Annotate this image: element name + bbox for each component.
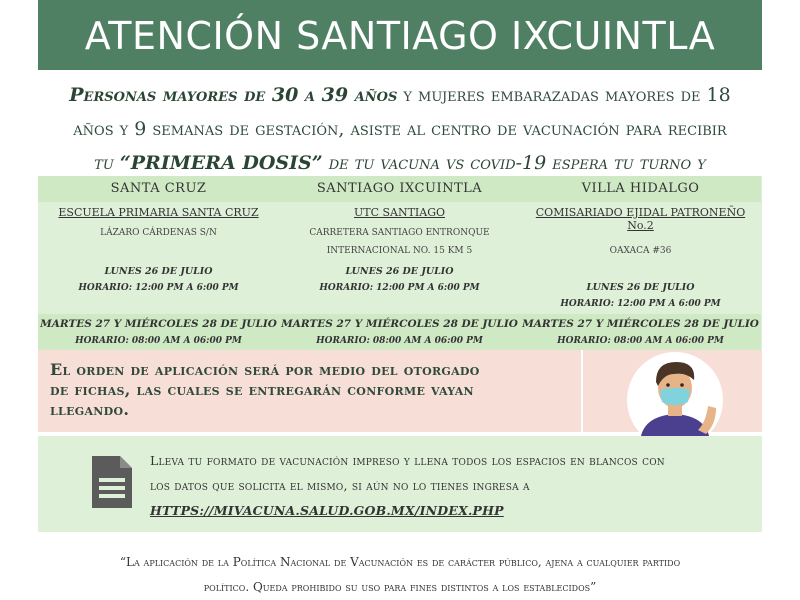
- site-band-hours: HORARIO: 08:00 AM A 06:00 PM: [75, 336, 242, 346]
- legal-disclaimer: “La aplicación de la Política Nacional de Vacunación es de carácter público, ajena a cualquier partido político. Queda prohibido su uso para fines distintos a los establecidos”: [119, 555, 681, 594]
- site-band-date: MARTES 27 Y MIÉRCOLES 28 DE JULIO: [40, 318, 277, 330]
- divider: [581, 350, 583, 432]
- site-date: LUNES 26 DE JULIO: [104, 266, 213, 277]
- order-notice-text: El orden de aplicación será por medio del otorgado de fichas, las cuales se entregarán conforme vayan llegando.: [50, 360, 480, 419]
- page-title: ATENCIÓN SANTIAGO IXCUINTLA: [38, 0, 762, 70]
- site-address: OAXACA #36: [609, 246, 672, 256]
- vaccination-format-info: [38, 436, 762, 532]
- site-column-santa-cruz: [38, 176, 279, 350]
- site-hours: HORARIO: 12:00 PM A 6:00 PM: [78, 283, 239, 293]
- site-band-date: MARTES 27 Y MIÉRCOLES 28 DE JULIO: [522, 318, 759, 330]
- site-hours: HORARIO: 12:00 PM A 6:00 PM: [319, 283, 480, 293]
- site-column-santiago: [279, 176, 520, 350]
- vaccination-sites-table: [38, 176, 762, 350]
- site-place: COMISARIADO EJIDAL PATRONEÑO No.2: [535, 206, 746, 232]
- site-city: SANTA CRUZ: [38, 176, 279, 202]
- intro-line-2: años y 9 semanas de gestación, asiste al centro de vacunación para recibir: [73, 118, 727, 140]
- site-band-date: MARTES 27 Y MIÉRCOLES 28 DE JULIO: [281, 318, 518, 330]
- site-address: LÁZARO CÁRDENAS S/N: [100, 228, 217, 238]
- site-band-hours: HORARIO: 08:00 AM A 06:00 PM: [557, 336, 724, 346]
- intro-text: [38, 78, 762, 180]
- site-column-villa-hidalgo: [520, 176, 761, 350]
- order-notice: [38, 350, 762, 432]
- intro-line-1: Personas mayores de 30 a 39 años y mujeres embarazadas mayores de 18: [69, 84, 731, 106]
- site-hours: HORARIO: 12:00 PM A 6:00 PM: [560, 299, 721, 309]
- site-place: UTC SANTIAGO: [353, 206, 446, 219]
- intro-line-3: tu “PRIMERA DOSIS” de tu vacuna vs covid-19 espera tu turno y: [94, 152, 706, 174]
- site-city: VILLA HIDALGO: [520, 176, 761, 202]
- format-instructions: Lleva tu formato de vacunación impreso y llena todos los espacios en blancos con los datos que solicita el mismo, si aún no lo tienes ingresa a HTTPS://MIVACUNA.SALUD.GOB.MX/INDEX.PHP: [150, 453, 665, 518]
- site-date: LUNES 26 DE JULIO: [586, 282, 695, 293]
- site-date: LUNES 26 DE JULIO: [345, 266, 454, 277]
- site-band-hours: HORARIO: 08:00 AM A 06:00 PM: [316, 336, 483, 346]
- mivacuna-link[interactable]: HTTPS://MIVACUNA.SALUD.GOB.MX/INDEX.PHP: [150, 503, 504, 518]
- document-icon: [90, 454, 134, 510]
- masked-person-avatar: [620, 350, 730, 450]
- site-city: SANTIAGO IXCUINTLA: [279, 176, 520, 202]
- site-place: ESCUELA PRIMARIA SANTA CRUZ: [58, 206, 259, 219]
- site-address: CARRETERA SANTIAGO ENTRONQUE INTERNACIONAL NO. 15 KM 5: [309, 228, 490, 256]
